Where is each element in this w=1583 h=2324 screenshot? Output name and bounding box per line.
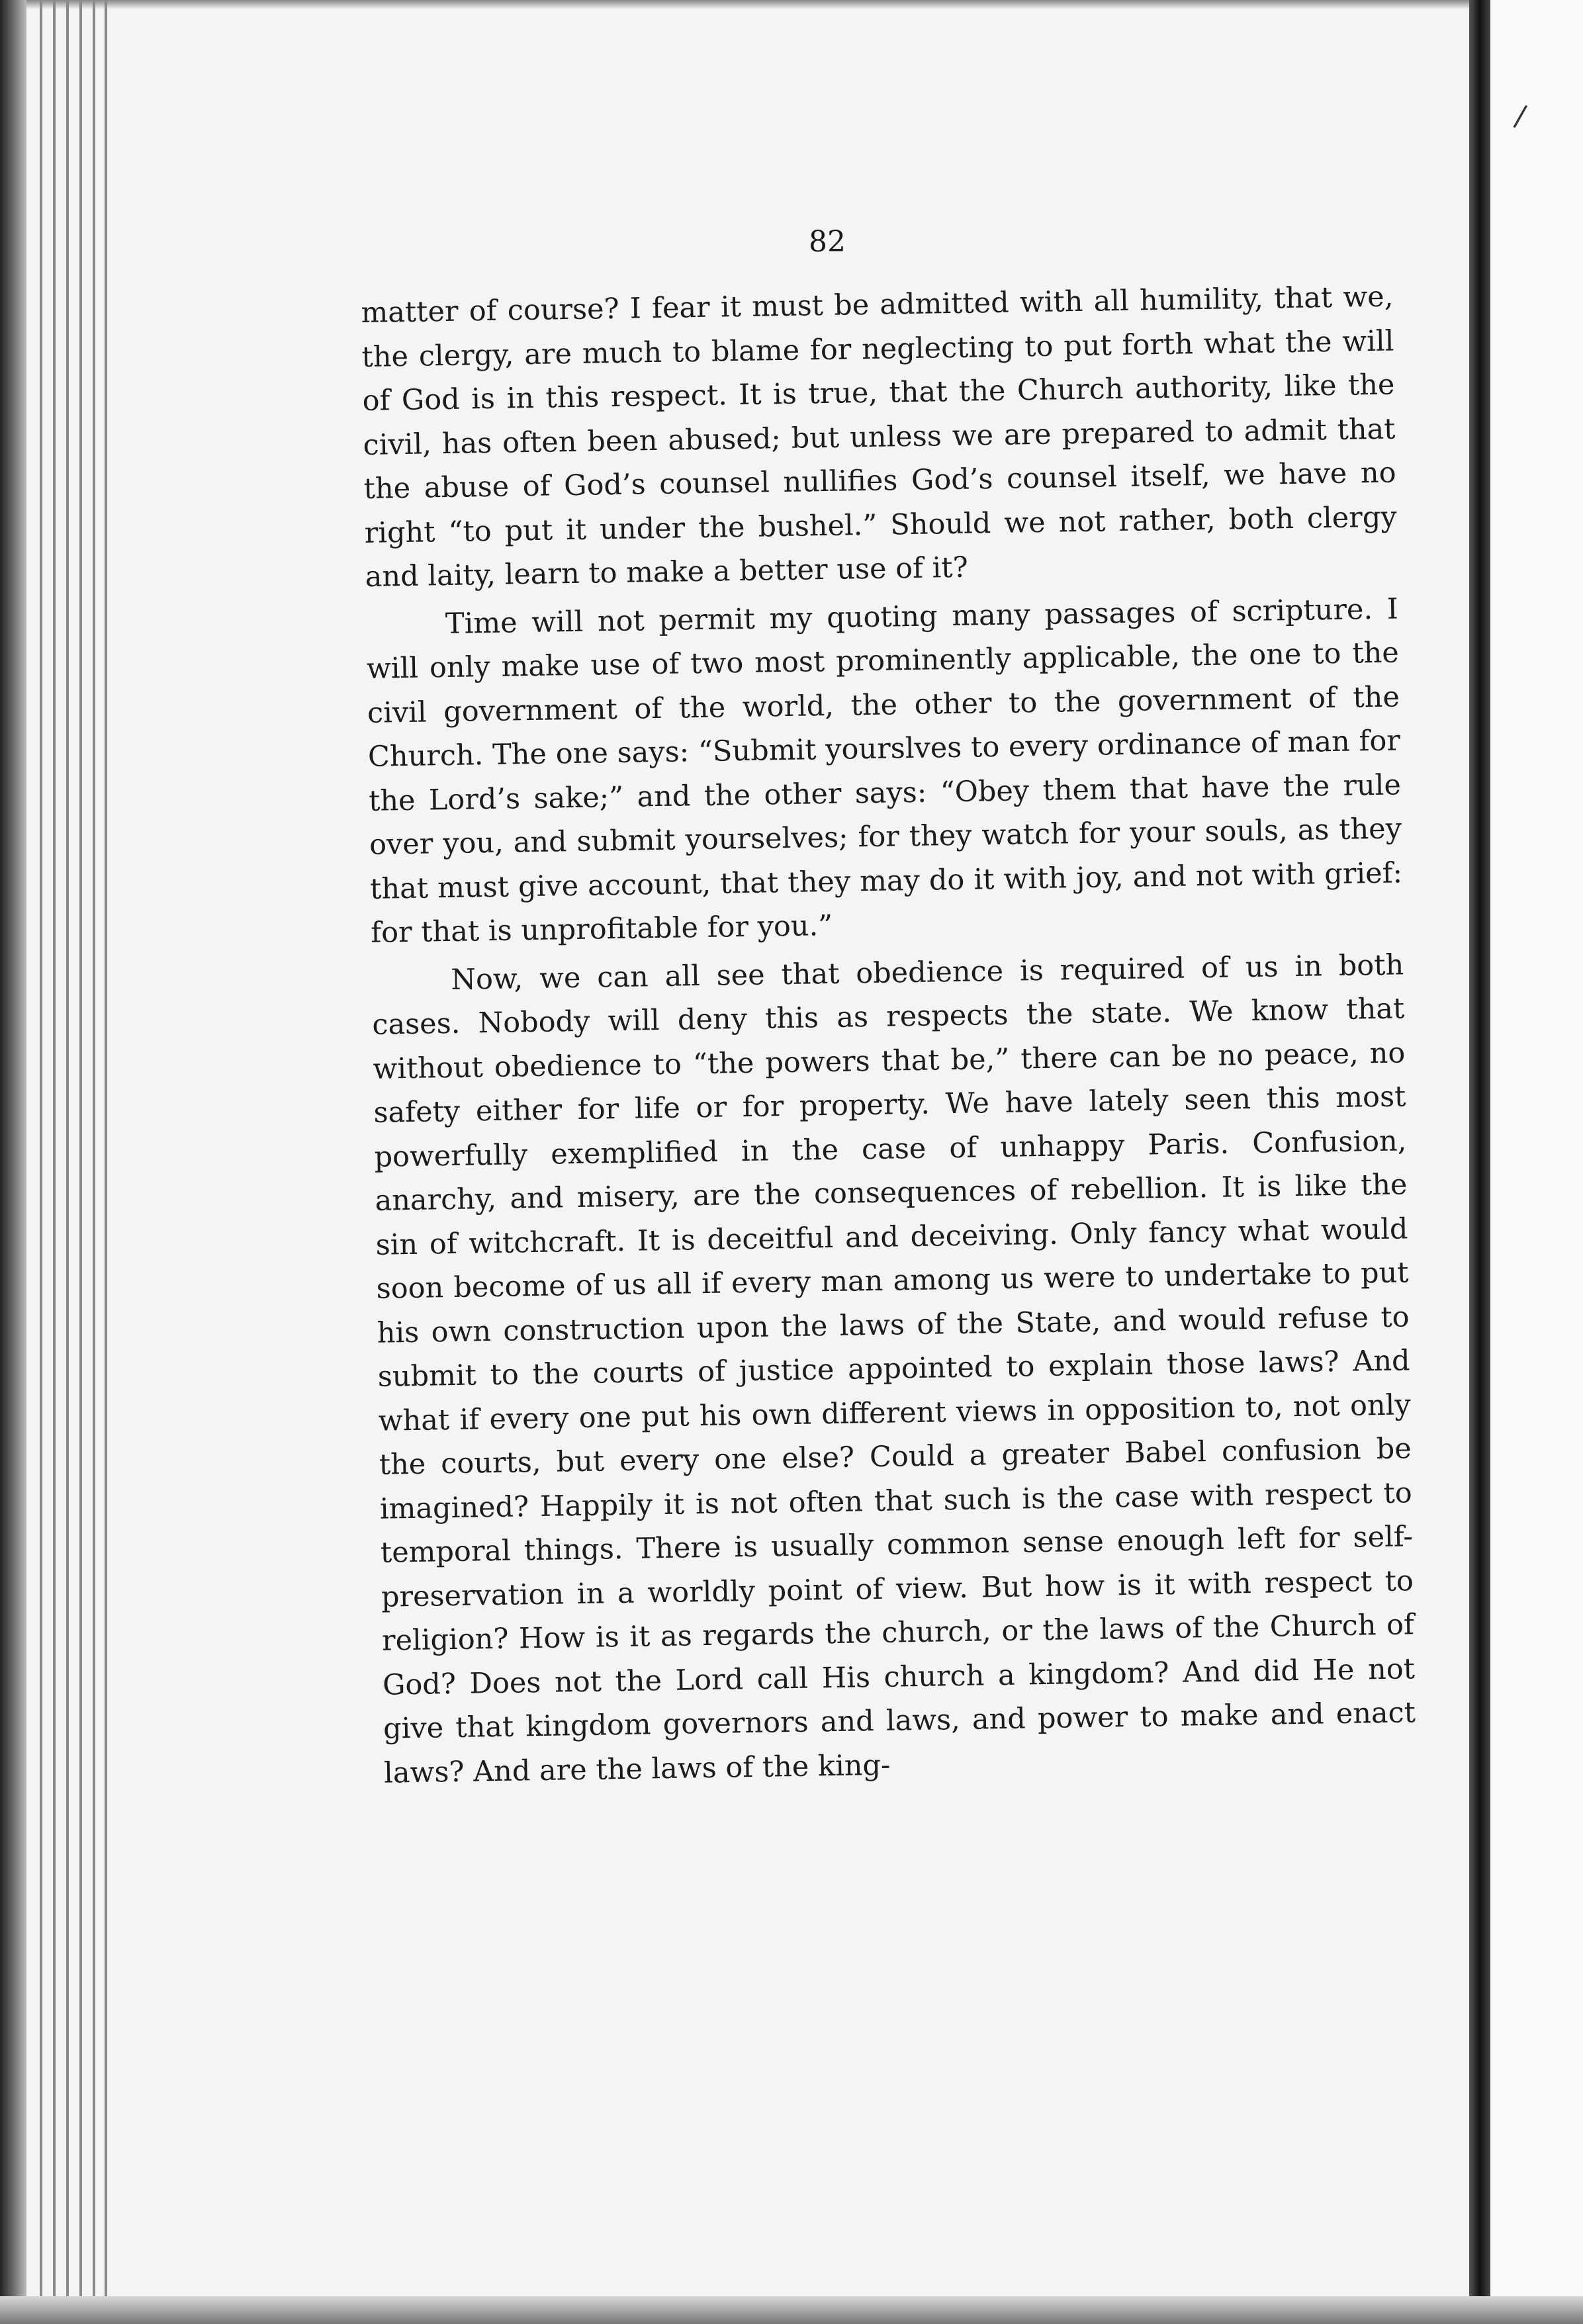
stacked-page-edge [93, 0, 95, 2324]
paragraph-2: Time will not permit my quoting many passages of scripture. I will only make use of two most prominently applicable, the one to the civil government of the world, the other to the government of the Church. The one says: “Submit yourslves to every ordinance of man for the Lord’s sake;” and the other says: “Obey them that have the rule over you, and submit yourselves; for they watch for your souls, as they that must give account, that they may do it with joy, and not with grief: for that is unprofitable for you.” [366, 592, 1403, 950]
bottom-page-edge [0, 2296, 1583, 2324]
paragraph-3: Now, we can all see that obedience is required of us in both cases. Nobody will deny this as respects the state. We know that without obedience to “the powers that be,” there can be no peace, no safety either for life or for property. We have lately seen this most powerfully exemplified in the case of unhappy Paris. Confusion, anarchy, and misery, are the consequences of rebellion. It is like the sin of witchcraft. It is deceitful and deceiving. Only fancy what would soon become of us all if every man among us were to undertake to put his own construction upon the laws of the State, and would refuse to submit to the courts of justice appointed to explain those laws? And what if every one put his own different views in opposition to, not only the courts, but every one else? Could a greater Babel confusion be imagined? Happily it is not often that such is the case with respect to temporal things. There is usually common sense enough left for self-preservation in a worldly point of view. But how is it with respect to religion? How is it as regards the church, or the laws of the Church of God? Does not the Lord call His church a kingdom? And did He not give that kingdom governors and laws, and power to make and enact laws? And are the laws of the king- [372, 948, 1416, 1790]
right-margin [1490, 0, 1583, 2324]
top-page-edge [0, 0, 1583, 9]
paragraph-1: matter of course? I fear it must be admitted with all humility, that we, the clergy, are much to blame for neglecting to put forth what the will of God is in this respect. It is true, that the Church authority, like the civil, has often been abused; but unless we are prepared to admit that the abuse of God’s counsel nullifies God’s counsel itself, we have no right “to put it under the bushel.” Should we not rather, both clergy and laity, learn to make a better use of it? [361, 280, 1397, 594]
page-number: 82 [809, 225, 846, 259]
left-page-edge [0, 0, 26, 2324]
stacked-page-edge [66, 0, 69, 2324]
stacked-page-edge [40, 0, 42, 2324]
stacked-page-edge [53, 0, 56, 2324]
binding-gutter [1469, 0, 1490, 2324]
stacked-page-edge [105, 0, 107, 2324]
stacked-page-edge [79, 0, 82, 2324]
stray-pen-mark: / [1512, 99, 1529, 134]
body-text [361, 275, 1417, 1795]
